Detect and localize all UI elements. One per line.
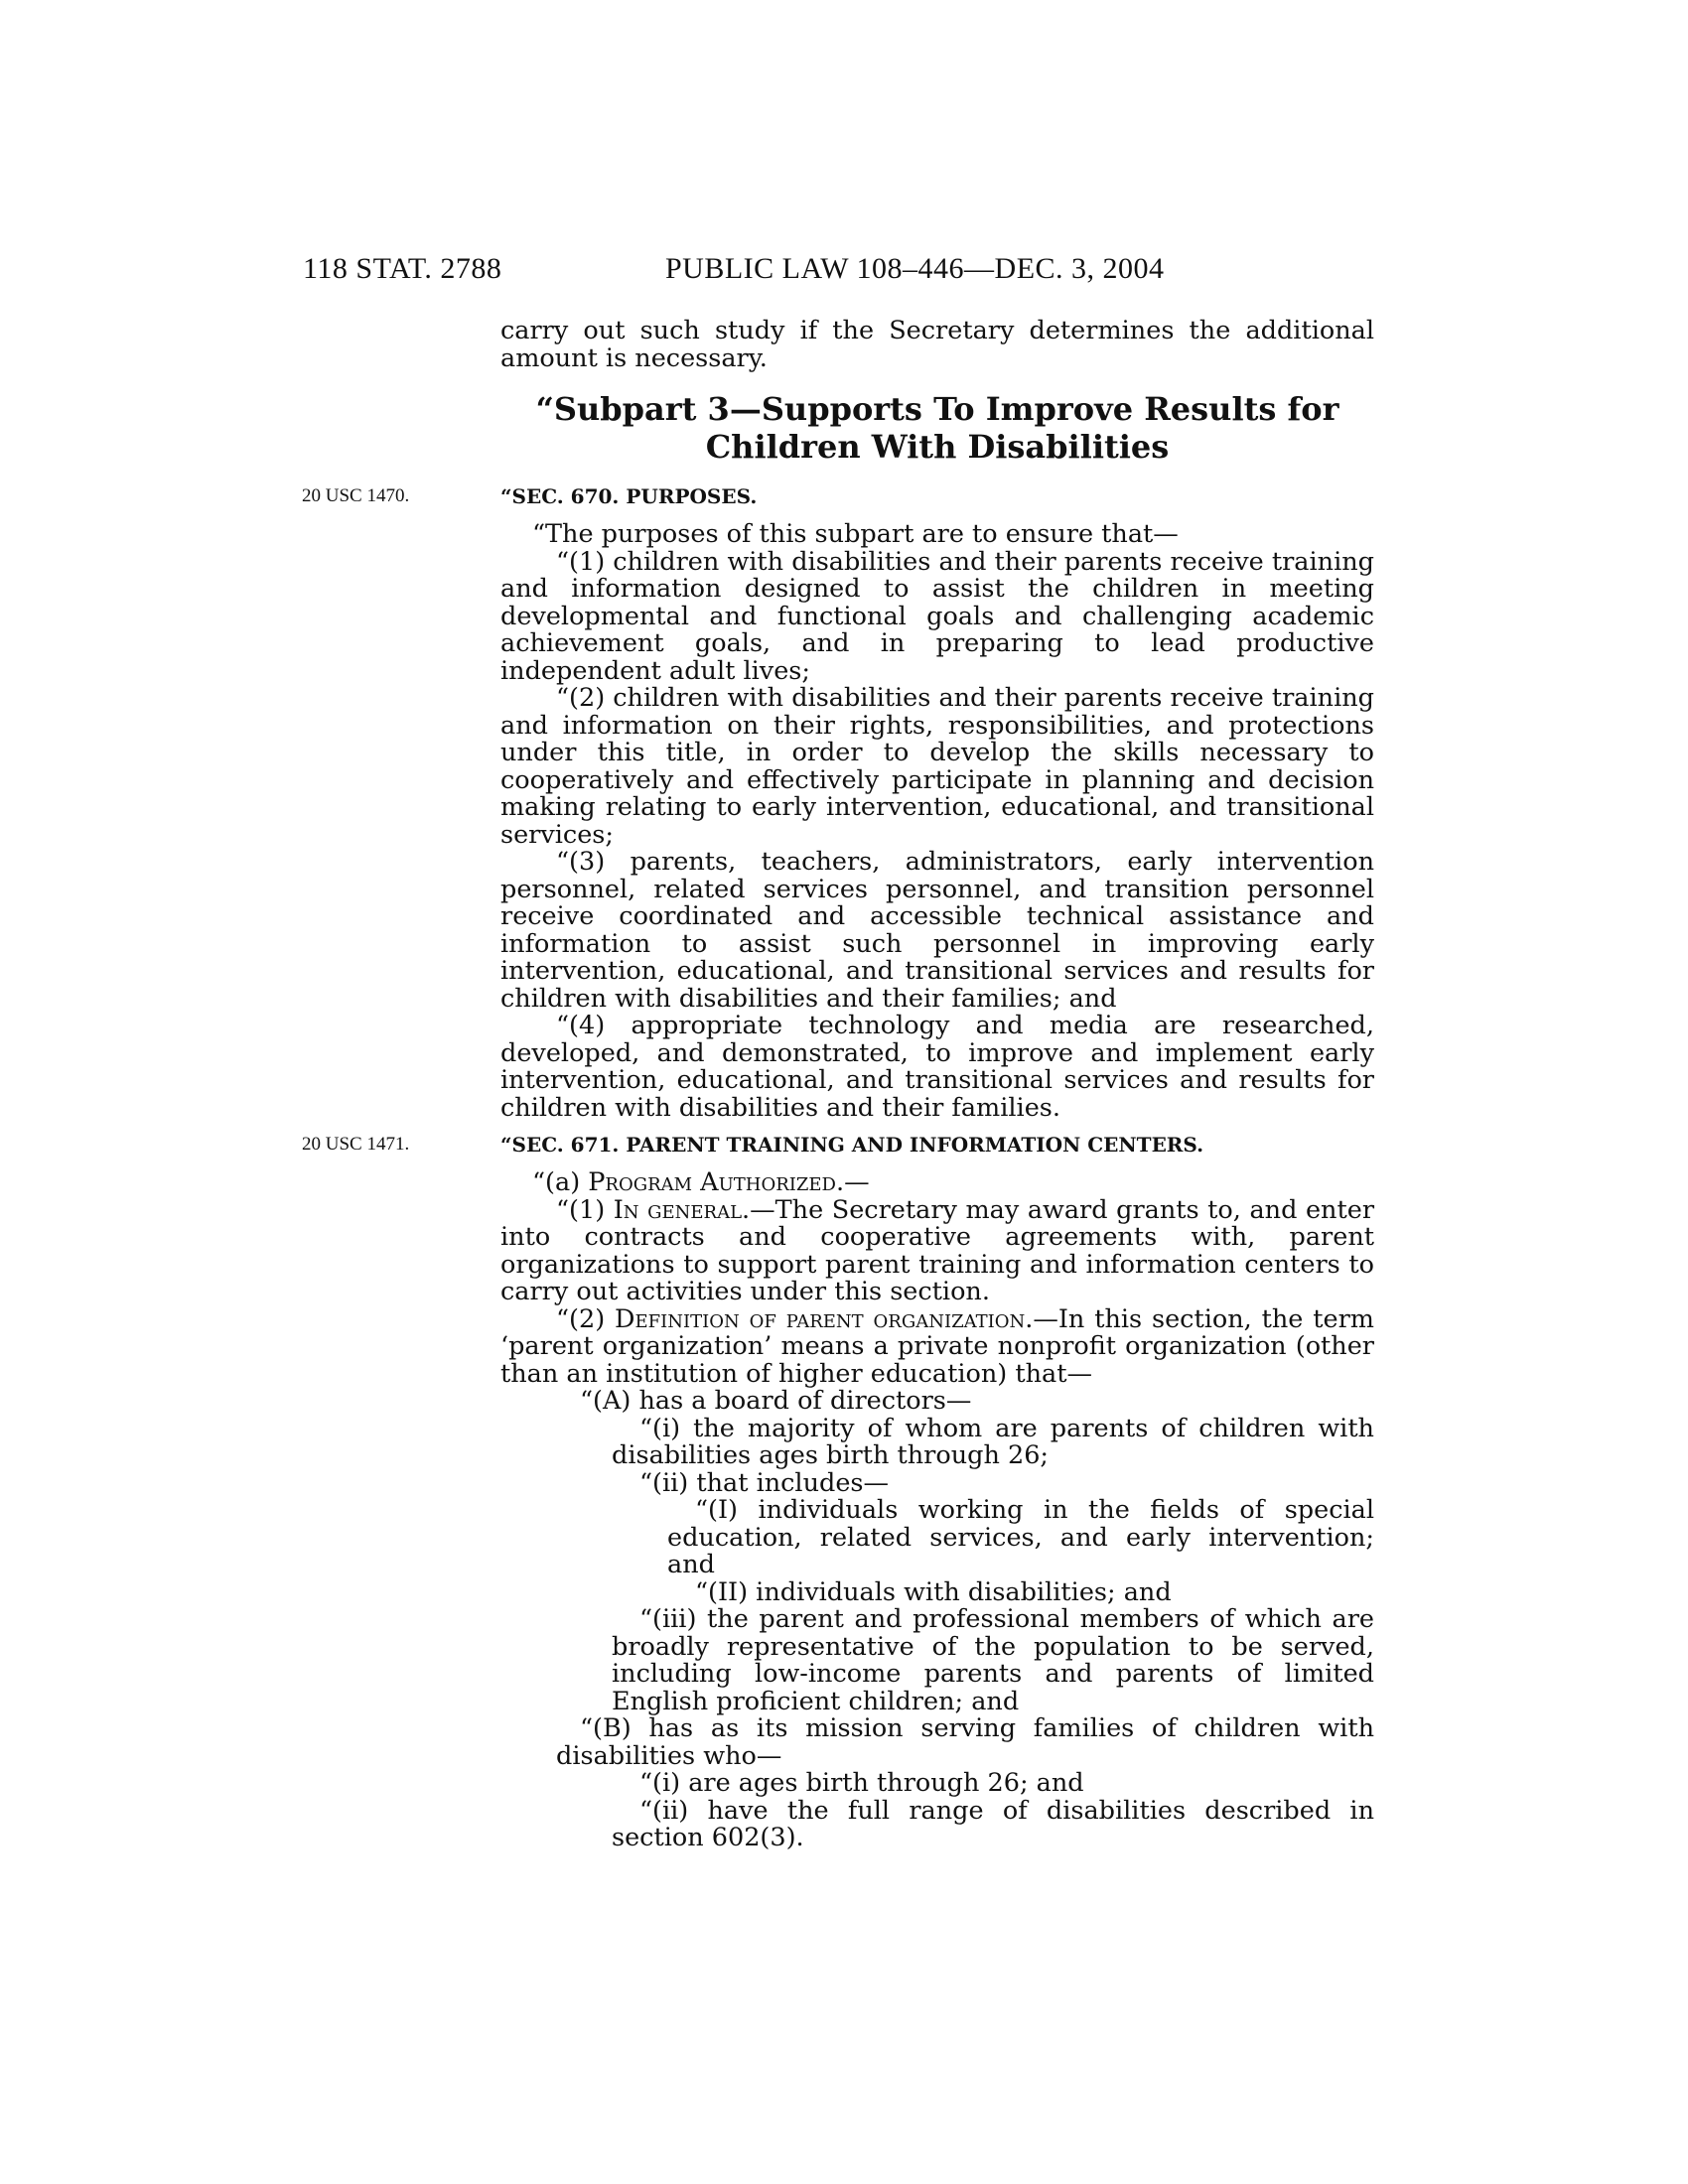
section-671-margin-note: 20 USC 1471.	[302, 1134, 410, 1155]
section-670-lead: “The purposes of this subpart are to ensure that—	[532, 519, 1179, 549]
subpart-title	[500, 390, 1374, 466]
intro-paragraph: carry out such study if the Secretary determines the additional amount is necessary.	[500, 316, 1374, 373]
subpart-title-line2: Children With Disabilities	[705, 428, 1170, 466]
subsection-a	[500, 1169, 1374, 1197]
clause-B-ii: “(ii) have the full range of disabilities described in section 602(3).	[612, 1795, 1374, 1852]
paragraph-1-title: In general	[613, 1194, 743, 1225]
clause-B-i: “(i) are ages birth through 26; and	[639, 1768, 1084, 1798]
paragraph-2-prefix: “(2)	[556, 1303, 616, 1334]
paragraph-1-text: .—The Secretary may award grants to, and enter into contracts and cooperative agreements with, parent organizations to support parent training and information centers to carry out activities under this section.	[500, 1194, 1375, 1306]
law-title: PUBLIC LAW 108–446—DEC. 3, 2004	[665, 252, 1165, 285]
stat-reference: 118 STAT. 2788	[303, 252, 502, 285]
section-670-margin-note: 20 USC 1470.	[302, 485, 410, 506]
running-header	[0, 252, 1688, 292]
page-body	[302, 316, 1375, 1852]
section-670-item-4: “(4) appropriate technology and media are researched, developed, and demonstrated, to improve and implement early intervention, educational, and transitional services and results for children with disabilities and their families.	[500, 1011, 1374, 1123]
section-670-item-3: “(3) parents, teachers, administrators, early intervention personnel, related services personnel, and transition personnel receive coordinated and accessible technical assistance and information to assist such personnel in improving early intervention, educational, and transitional services and results for children with disabilities and their families; and	[500, 847, 1374, 1014]
section-671-title: “SEC. 671. PARENT TRAINING AND INFORMATION CENTERS.	[500, 1133, 1204, 1157]
section-670-item-2: “(2) children with disabilities and their parents receive training and information on their rights, responsibilities, and protections under this title, in order to develop the skills necessary to cooperatively and effectively participate in planning and decision making relating to early intervention, educational, and transitional services;	[500, 683, 1374, 850]
paragraph-2-text: .—In this section, the term ‘parent organization’ means a private nonprofit organization (other than an institution of higher education) that—	[500, 1303, 1374, 1389]
paragraph-1-prefix: “(1)	[556, 1194, 614, 1225]
paragraph-2-title: Definition of parent organization	[615, 1303, 1026, 1334]
clause-B: “(B) has as its mission serving families of children with disabilities who—	[556, 1713, 1374, 1771]
clause-A-ii-II: “(II) individuals with disabilities; and	[695, 1576, 1172, 1607]
subsection-a-title: Program Authorized	[588, 1167, 836, 1197]
paragraph-2	[500, 1303, 1374, 1389]
clause-A-ii: “(ii) that includes—	[639, 1467, 890, 1498]
clause-A-ii-I: “(I) individuals working in the fields of special education, related services, and early intervention; and	[667, 1495, 1374, 1579]
subsection-a-prefix: “(a)	[532, 1167, 589, 1197]
clause-A-iii: “(iii) the parent and professional members of which are broadly representative of the population to be served, including low-income parents and parents of limited English proficient children; and	[612, 1604, 1374, 1716]
section-670-title: “SEC. 670. PURPOSES.	[500, 484, 758, 508]
section-670-heading	[302, 483, 1374, 509]
clause-A-i: “(i) the majority of whom are parents of children with disabilities ages birth through 26;	[612, 1413, 1374, 1470]
section-670-item-1: “(1) children with disabilities and their parents receive training and information designed to assist the children in meeting developmental and functional goals and challenging academic achievement goals, and in preparing to lead productive independent adult lives;	[500, 546, 1374, 686]
subpart-title-line1: “Subpart 3—Supports To Improve Results for	[535, 390, 1339, 428]
subsection-a-suffix: .—	[835, 1167, 870, 1197]
clause-A: “(A) has a board of directors—	[580, 1386, 972, 1416]
section-671-heading	[302, 1132, 1374, 1158]
paragraph-1	[500, 1194, 1375, 1306]
